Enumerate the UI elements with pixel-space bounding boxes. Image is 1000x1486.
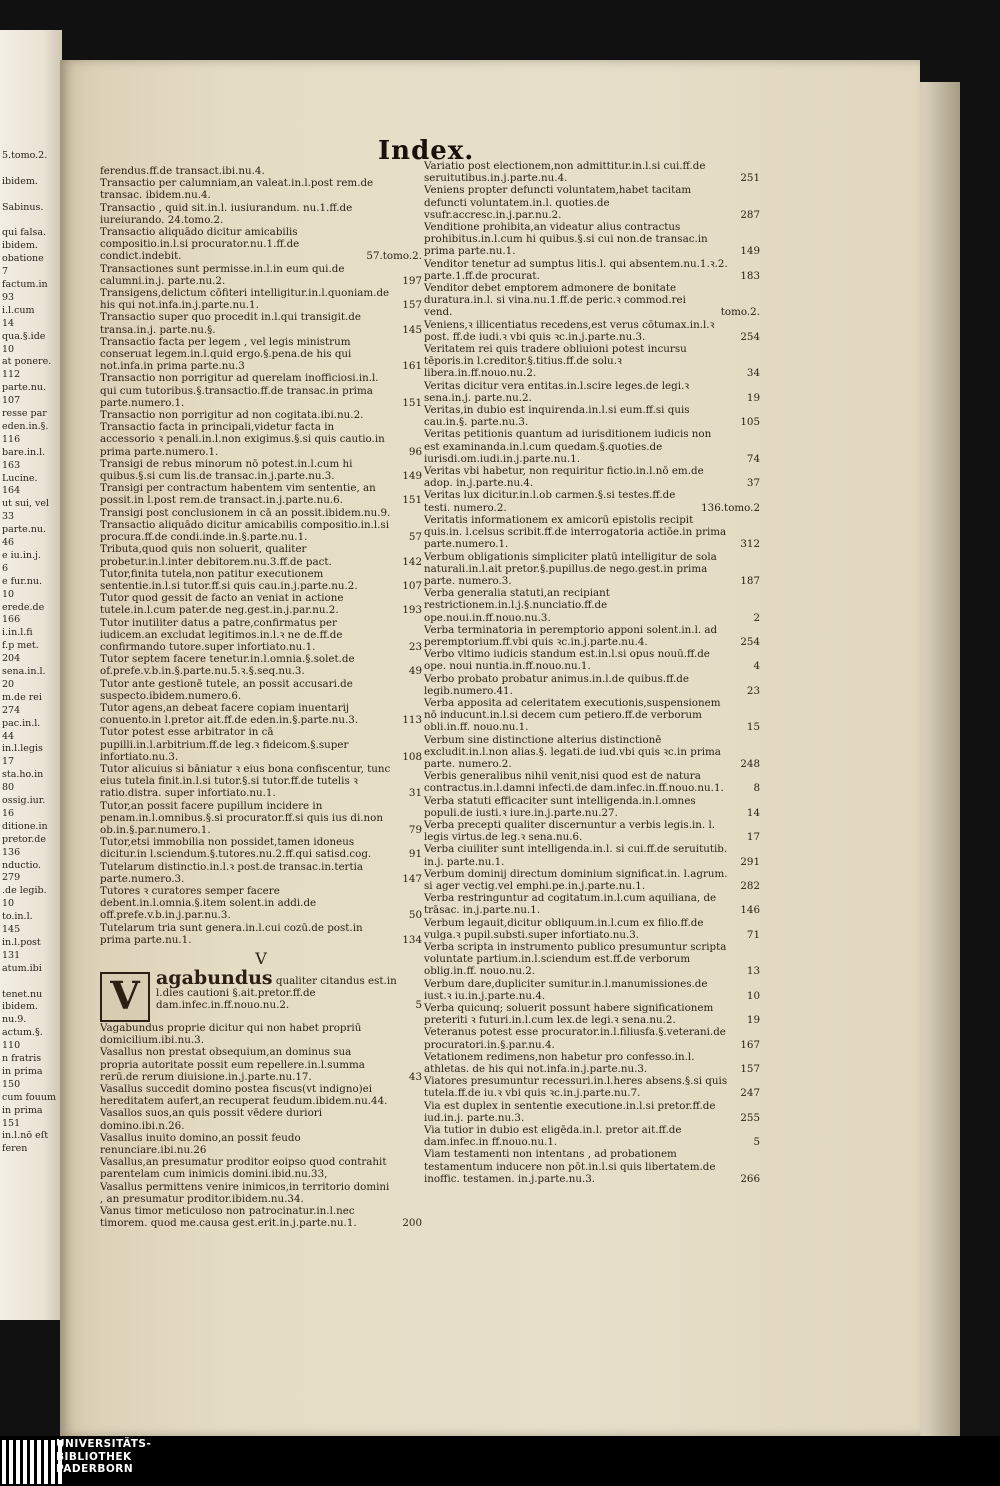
logo-line: BIBLIOTHEK bbox=[56, 1450, 132, 1463]
entry-reference-number: 17 bbox=[746, 831, 760, 844]
entry-text: Transigi post conclusionem in cā an possit.ibidem.nu.9. bbox=[100, 506, 391, 519]
entry-text: Tutelarum distinctio.in.l.ꝛ post.de transac.in.tertia parte.numero.3. bbox=[100, 860, 364, 885]
facing-left-page bbox=[0, 30, 62, 1320]
entry-reference-number: 145 bbox=[402, 323, 422, 336]
entry-reference-number: tomo.2. bbox=[720, 306, 760, 319]
entry-text: Tutor,an possit facere pupillum incidere in penam.in.l.omnibus.§.si procurator.ff.si quis ius di.non ob.in.§.par.numero.1. bbox=[100, 799, 384, 836]
entry-text: Transactiones sunt permisse.in.l.in eum qui.de calumni.in.j. parte.nu.2. bbox=[100, 262, 345, 287]
entry-reference-number: 149 bbox=[402, 470, 422, 483]
index-entry bbox=[424, 941, 760, 978]
entry-reference-number: 187 bbox=[740, 574, 760, 587]
entry-text: Tutores ꝛ curatores semper facere debent.in.l.omnia.§.item solent.in addi.de off.prefe.v.b.in.j.par.nu.3. bbox=[100, 884, 317, 922]
entry-text: Tutor inutiliter datus a patre,confirmatus per iudicem.an excludat legitimos.in.l.ꝛ ne de.ff.de confirmando tutore.super infortiato.nu.1. bbox=[100, 616, 343, 653]
entry-reference-number: 291 bbox=[740, 855, 760, 868]
index-entry bbox=[100, 885, 422, 922]
facing-page-fragment: in.l.legis bbox=[2, 743, 43, 755]
index-entry bbox=[100, 1181, 422, 1205]
facing-page-fragment: nu.9. bbox=[2, 1014, 27, 1026]
index-entry bbox=[100, 726, 422, 763]
index-entry bbox=[100, 702, 422, 726]
entry-text: Veniens,ꝛ illicentiatus recedens,est verus cōtumax.in.l.ꝛ post. ff.de iudi.ꝛ vbi quis ꝛc.in.j.parte.nu.3. bbox=[424, 318, 715, 343]
entry-text: Verba precepti qualiter discernuntur a verbis legis.in. l. legis virtus.de leg.ꝛ sena.nu.6. bbox=[424, 818, 716, 844]
entry-reference-number: 149 bbox=[740, 245, 760, 258]
facing-page-fragment: qui falsa. bbox=[2, 227, 47, 239]
facing-page-fragment: factum.in bbox=[2, 279, 48, 290]
entry-text: Veniens propter defuncti voluntatem,habet tacitam defuncti voluntatem.in.l. quoties.de vsufr.accresc.in.j.par.nu.2. bbox=[424, 184, 692, 221]
entry-text: Transactio , quid sit.in.l. iusiurandum. nu.1.ff.de iureiurando. 24.tomo.2. bbox=[100, 201, 353, 226]
entry-reference-number: 254 bbox=[740, 330, 760, 343]
index-entry bbox=[424, 489, 760, 513]
facing-page-fragment: 17 bbox=[2, 756, 15, 768]
index-entry bbox=[424, 673, 760, 697]
index-entry bbox=[100, 861, 422, 885]
entry-reference-number: 5 bbox=[753, 1136, 760, 1149]
index-entry bbox=[424, 551, 760, 588]
index-entry bbox=[424, 1026, 760, 1050]
entry-reference-number: 37 bbox=[746, 477, 760, 490]
index-entry bbox=[424, 843, 760, 867]
facing-page-fragment: 10 bbox=[2, 898, 15, 910]
entry-text: Veritatis informationem ex amicorū epistolis recipit quis.in. l.celsus scribit.ff.de interrogatoria actiōe.in prima parte.numero.1. bbox=[424, 513, 727, 551]
facing-page-fragment: 274 bbox=[2, 704, 21, 716]
index-entry bbox=[424, 221, 760, 258]
entry-reference-number: 74 bbox=[746, 452, 760, 465]
first-v-entry-text bbox=[156, 967, 422, 1012]
entry-text: Verbum dare,dupliciter sumitur.in.l.manumissiones.de iust.ꝛ iu.in.j.parte.nu.4. bbox=[424, 977, 708, 1002]
index-entry bbox=[424, 1075, 760, 1099]
entry-text: Vasallus,an presumatur proditor eoipso quod contrahit parentelam cum inimicis domini.ibid.nu.33, bbox=[100, 1156, 387, 1181]
entry-text: Transactio facta in principali,videtur facta in accessorio ꝛ penali.in.l.non exigimus.§.si quis cautio.in prima parte.numero.1. bbox=[100, 421, 385, 458]
facing-page-fragment: 44 bbox=[2, 730, 15, 742]
entry-reference-number: 146 bbox=[740, 904, 760, 917]
entry-reference-number: 23 bbox=[408, 640, 422, 653]
facing-page-fragment: bare.in.l. bbox=[2, 446, 46, 458]
entry-reference-number: 251 bbox=[740, 172, 760, 185]
facing-page-fragment: parte.nu. bbox=[2, 382, 47, 394]
index-entry bbox=[424, 1100, 760, 1124]
entry-reference-number: 200 bbox=[402, 1217, 422, 1230]
index-entry bbox=[100, 311, 422, 335]
facing-page-fragment: Lucine. bbox=[2, 472, 38, 484]
facing-page-fragment: to.in.l. bbox=[2, 911, 33, 923]
facing-page-fragment: in.l.nō eſt bbox=[2, 1130, 49, 1142]
facing-page-fragment: resse par bbox=[2, 408, 47, 419]
facing-page-fragment: in prima bbox=[2, 1104, 43, 1116]
index-entry bbox=[100, 800, 422, 837]
entry-text: Verba generalia statuti,an recipiant restrictionem.in.l.j.§.nunciatio.ff.de ope.noui.in.ff.nouo.nu.3. bbox=[424, 587, 610, 624]
entry-text: Tributa,quod quis non soluerit, qualiter probetur.in.l.inter debitorem.nu.3.ff.de pact. bbox=[100, 543, 332, 568]
entry-reference-number: 13 bbox=[746, 965, 760, 978]
index-entry bbox=[424, 819, 760, 843]
entry-text: Transactio super quo procedit in.l.qui transigit.de transa.in.j. parte.nu.§. bbox=[100, 311, 361, 336]
entry-reference-number: 8 bbox=[753, 782, 760, 795]
entry-reference-number: 108 bbox=[402, 750, 422, 763]
entry-text: Transigi de rebus minorum nō potest.in.l.cum hi quibus.§.si cum lis.de transac.in.j.parte.nu.3. bbox=[100, 457, 353, 483]
index-entry bbox=[100, 653, 422, 677]
entry-text: Verba quicunq; soluerit possunt habere significationem preteriti ꝛ futuri.in.l.cum lex.de legi.ꝛ sena.nu.2. bbox=[424, 1002, 714, 1027]
letter-section-heading: V bbox=[255, 949, 267, 968]
entry-text: Tutelarum tria sunt genera.in.l.cui cozū.de post.in prima parte.nu.1. bbox=[100, 921, 363, 946]
facing-page-fragment: in prima bbox=[2, 1065, 43, 1077]
facing-page-fragment: 46 bbox=[2, 537, 15, 548]
index-entry bbox=[100, 202, 422, 226]
index-entry bbox=[424, 1002, 760, 1026]
entry-reference-number: 266 bbox=[740, 1172, 760, 1185]
facing-page-fragment: 136 bbox=[2, 846, 21, 858]
entry-text: Veritas,in dubio est inquirenda.in.l.si eum.ff.si quis cau.in.§. parte.nu.3. bbox=[424, 404, 690, 429]
facing-page-fragment: parte.nu. bbox=[2, 524, 47, 536]
first-v-rest: qualiter citandus est.in l.dies cautioni §.ait.pretor.ff.de dam.infec.in.ff.nouo.nu.2. bbox=[156, 975, 397, 1012]
index-entry bbox=[424, 1051, 760, 1075]
facing-page-fragment: 116 bbox=[2, 433, 21, 445]
entry-reference-number: 4 bbox=[753, 660, 760, 673]
entry-text: Tutor,finita tutela,non patitur executionem sententie.in.l.si tutor.ff.si quis cau.in.j.parte.nu.2. bbox=[100, 567, 358, 592]
entry-reference-number: 151 bbox=[402, 494, 422, 507]
index-entry bbox=[424, 514, 760, 551]
entry-text: Vasallus permittens venire inimicos,in territorio domini , an presumatur proditor.ibidem.nu.34. bbox=[100, 1180, 390, 1205]
entry-text: Transactio non porrigitur ad querelam inofficiosi.in.l. qui cum tutoribus.§.transactio.ff.de transac.in prima parte.numero.1. bbox=[100, 372, 379, 409]
entry-text: Verba ciuiliter sunt intelligenda.in.l. si cui.ff.de seruitutib. in.j. parte.nu.1. bbox=[424, 843, 728, 868]
facing-page-fragment: i.l.cum bbox=[2, 304, 35, 316]
entry-text: Via est duplex in sententie executione.in.l.si pretor.ff.de iud.in.j. parte.nu.3. bbox=[424, 1099, 716, 1124]
facing-page-fragment: cum fouum bbox=[2, 1091, 56, 1103]
entry-text: Veritas vbi habetur, non requiritur fictio.in.l.nō em.de adop. in.j.parte.nu.4. bbox=[424, 465, 704, 490]
index-entry bbox=[424, 319, 760, 343]
entry-reference-number: 23 bbox=[746, 684, 760, 697]
entry-reference-number: 19 bbox=[746, 1014, 760, 1027]
page-title: Index. bbox=[378, 136, 475, 166]
entry-reference-number: 49 bbox=[408, 665, 422, 678]
facing-page-fragment: m.de rei bbox=[2, 691, 42, 703]
index-entry bbox=[100, 922, 422, 946]
entry-text: Vagabundus proprie dicitur qui non habet propriū domicilium.ibi.nu.3. bbox=[100, 1022, 362, 1047]
entry-reference-number: 147 bbox=[402, 872, 422, 885]
index-entry bbox=[424, 404, 760, 428]
index-entry bbox=[100, 1046, 422, 1083]
facing-page-fragment: qua.§.ide bbox=[2, 330, 46, 342]
entry-text: Verbum sine distinctione alterius distinctionē excludit.in.l.non alias.§. legati.de iud.vbi quis ꝛc.in prima parte. numero.2. bbox=[424, 733, 721, 770]
entry-text: Tutor potest esse arbitrator in cā pupilli.in.l.arbitrium.ff.de leg.ꝛ fideicom.§.super infortiato.nu.3. bbox=[100, 726, 349, 763]
facing-page-fragment: 110 bbox=[2, 1040, 21, 1052]
entry-reference-number: 312 bbox=[740, 538, 760, 551]
entry-reference-number: 91 bbox=[408, 848, 422, 861]
facing-page-fragment: 14 bbox=[2, 317, 15, 329]
entry-text: Transigi per contractum habentem vim sententie, an possit.in l.post rem.de transact.in.j.parte.nu.6. bbox=[100, 482, 376, 507]
entry-reference-number: 183 bbox=[740, 269, 760, 282]
entry-reference-number: 43 bbox=[408, 1070, 422, 1083]
entry-text: Tutor,etsi immobilia non possidet,tamen idoneus dicitur.in l.sciendum.§.tutores.nu.2.ff.qui satisd.cog. bbox=[100, 836, 372, 861]
entry-text: Vasallus non prestat obsequium,an dominus sua propria autoritate possit eum repellere.in.l.summa rerū.de rerum diuisione.in.j.parte.nu.17. bbox=[100, 1046, 365, 1083]
index-entry bbox=[100, 1156, 422, 1180]
facing-page-fragment: actum.§. bbox=[2, 1027, 43, 1039]
entry-text: Verbum dominij directum dominium significat.in. l.agrum. si ager vectig.vel emphi.pe.in.j.parte.nu.1. bbox=[424, 867, 728, 892]
entry-reference-number: 5 bbox=[415, 999, 422, 1012]
entry-reference-number: 151 bbox=[402, 396, 422, 409]
facing-page-fragment: 151 bbox=[2, 1117, 21, 1129]
index-entry bbox=[424, 795, 760, 819]
facing-page-fragment: 131 bbox=[2, 949, 21, 961]
facing-page-fragment: 6 bbox=[2, 562, 9, 574]
entry-text: Verbum obligationis simpliciter platū intelligitur de sola naturali.in.l.ait pretor.§.pupillus.de nego.gest.in prima parte. numero.3. bbox=[424, 550, 717, 587]
entry-reference-number: 254 bbox=[740, 635, 760, 648]
entry-text: Via tutior in dubio est eligēda.in.l. pretor ait.ff.de dam.infec.in ff.nouo.nu.1. bbox=[424, 1124, 682, 1149]
index-entry bbox=[424, 343, 760, 380]
index-entry bbox=[424, 160, 760, 184]
facing-page-fragment: ut sui, vel bbox=[2, 498, 50, 510]
entry-text: Venditione prohibita,an videatur alius contractus prohibitus.in.l.cum hi quibus.§.si cui non.de transac.in prima parte.nu.1. bbox=[424, 221, 708, 258]
index-entry bbox=[100, 458, 422, 482]
facing-page-fragment: 10 bbox=[2, 343, 15, 355]
entry-text: Tutor alicuius si bāniatur ꝛ eius bona confiscentur, tunc eius tutela finit.in.l.si tutor.§.si tutor.ff.de tutelis ꝛ ratio.distra. super infortiato.nu.1. bbox=[100, 762, 391, 800]
facing-page-fragment: tenet.nu bbox=[2, 988, 43, 1000]
index-entry bbox=[424, 734, 760, 771]
facing-page-fragment: 145 bbox=[2, 924, 21, 935]
facing-page-fragment: f.p met. bbox=[2, 640, 39, 652]
entry-text: Viatores presumuntur recessuri.in.l.heres absens.§.si quis tutela.ff.de iu.ꝛ vbi quis ꝛc.in.j.parte.nu.7. bbox=[424, 1075, 728, 1100]
entry-text: Transigens,delictum cōfiteri intelligitur.in.l.quoniam.de his qui not.infa.in.j.parte.nu.1. bbox=[100, 287, 390, 312]
index-entry bbox=[424, 282, 760, 319]
index-entry bbox=[100, 372, 422, 409]
entry-reference-number: 142 bbox=[402, 555, 422, 568]
facing-page-fragment: sta.ho.in bbox=[2, 769, 44, 781]
index-entry bbox=[100, 543, 422, 567]
facing-page-fragment: .de legib. bbox=[2, 885, 47, 897]
index-entry bbox=[424, 1124, 760, 1148]
first-v-entry bbox=[100, 967, 422, 1022]
facing-page-fragment: 279 bbox=[2, 872, 21, 884]
entry-reference-number: 197 bbox=[402, 274, 422, 287]
index-entry bbox=[100, 836, 422, 860]
facing-page-fragment: 10 bbox=[2, 588, 15, 600]
entry-reference-number: 113 bbox=[402, 714, 422, 727]
entry-text: Venditor tenetur ad sumptus litis.l. qui absentem.nu.1.ꝛ.2. parte.1.ff.de procurat. bbox=[424, 257, 728, 282]
index-entry bbox=[100, 763, 422, 800]
entry-reference-number: 57.tomo.2. bbox=[366, 250, 422, 263]
entry-text: Veritas petitionis quantum ad iurisditionem iudicis non est examinanda.in.l.cum quedam.§.quoties.de iurisdi.om.iudi.in.j.parte.nu.1. bbox=[424, 428, 712, 465]
entry-reference-number: 157 bbox=[740, 1063, 760, 1076]
facing-page-fragment: eden.in.§. bbox=[2, 420, 49, 432]
index-entry bbox=[100, 678, 422, 702]
entry-text: Vasallus inuito domino,an possit feudo renunciare.ibi.nu.26 bbox=[100, 1131, 301, 1157]
entry-text: Tutor quod gessit de facto an veniat in actione tutele.in.l.cum pater.de neg.gest.in.j.par.nu.2. bbox=[100, 592, 344, 617]
entry-text: Tutor septem facere tenetur.in.l.omnia.§.solet.de of.prefe.v.b.in.§.parte.nu.5.ꝛ.§.seq.nu.3. bbox=[100, 653, 355, 678]
index-entry bbox=[424, 917, 760, 941]
index-entry bbox=[100, 409, 422, 421]
index-entry bbox=[100, 507, 422, 519]
facing-page-fragment: in.l.post bbox=[2, 936, 41, 948]
facing-page-fragment: at ponere. bbox=[2, 356, 52, 368]
entry-reference-number: 57 bbox=[408, 531, 422, 544]
entry-reference-number: 31 bbox=[408, 787, 422, 800]
entry-reference-number: 161 bbox=[402, 360, 422, 373]
entry-text: Verba statuti efficaciter sunt intelligenda.in.l.omnes populi.de iusti.ꝛ iure.in.j.parte.nu.27. bbox=[424, 794, 696, 819]
entry-text: Transactio aliquādo dicitur amicabilis compositio.in.l.si procura.ff.de condi.inde.in.§.parte.nu.1. bbox=[100, 518, 390, 544]
facing-page-fragment: 164 bbox=[2, 485, 21, 497]
entry-reference-number: 50 bbox=[408, 909, 422, 922]
facing-page-fragment: ditione.in bbox=[2, 820, 48, 832]
index-entry bbox=[100, 1083, 422, 1107]
facing-page-fragment: atum.ibi bbox=[2, 962, 42, 974]
entry-reference-number: 15 bbox=[746, 721, 760, 734]
index-entry bbox=[424, 1148, 760, 1185]
entry-reference-number: 157 bbox=[402, 299, 422, 312]
index-column-right bbox=[424, 160, 760, 1185]
facing-page-fragment: Sabinus. bbox=[2, 201, 44, 213]
index-entry bbox=[100, 263, 422, 287]
decorated-initial-v: V bbox=[100, 972, 150, 1022]
index-entry bbox=[100, 568, 422, 592]
index-entry bbox=[100, 1107, 422, 1131]
facing-page-fragment: feren bbox=[2, 1143, 28, 1155]
index-entry bbox=[100, 519, 422, 543]
index-entry bbox=[424, 978, 760, 1002]
facing-page-fragment: pretor.de bbox=[2, 833, 47, 845]
facing-page-fragment: obatione bbox=[2, 253, 44, 265]
entry-text: Verba restringuntur ad cogitatum.in.l.cum aquiliana, de trāsac. in.j.parte.nu.1. bbox=[424, 892, 717, 917]
entry-reference-number: 287 bbox=[740, 208, 760, 221]
index-entry bbox=[100, 1132, 422, 1156]
index-entry bbox=[424, 380, 760, 404]
entry-reference-number: 105 bbox=[740, 416, 760, 429]
facing-page-fragment: 112 bbox=[2, 369, 21, 381]
facing-page-fragment: 5.tomo.2. bbox=[2, 150, 48, 161]
facing-page-fragment: i.in.l.fi bbox=[2, 627, 33, 639]
index-entry bbox=[424, 892, 760, 916]
entry-reference-number: 193 bbox=[402, 604, 422, 617]
facing-page-fragment: ibidem. bbox=[2, 175, 38, 187]
index-entry bbox=[100, 1022, 422, 1046]
facing-page-fragment: 20 bbox=[2, 678, 15, 690]
index-entry bbox=[100, 165, 422, 177]
entry-text: Transactio aliquādo dicitur amicabilis compositio.in.l.si procurator.nu.1.ff.de condict.indebit. bbox=[100, 226, 300, 263]
index-entry bbox=[424, 465, 760, 489]
facing-page-fragment: nductio. bbox=[2, 859, 42, 871]
library-logo-icon bbox=[2, 1440, 62, 1484]
facing-page-fragment: 16 bbox=[2, 807, 15, 819]
entry-reference-number: 2 bbox=[753, 611, 760, 624]
entry-text: Tutor agens,an debeat facere copiam inuentarij conuento.in l.pretor ait.ff.de eden.in.§.parte.nu.3. bbox=[100, 701, 359, 727]
entry-text: Verbo probato probatur animus.in.l.de quibus.ff.de legib.numero.41. bbox=[424, 672, 689, 697]
entry-text: Verba terminatoria in peremptorio apponi solent.in.l. ad peremptorium.ff.vbi quis ꝛc.in.j.parte.nu.4. bbox=[424, 623, 718, 648]
index-entry bbox=[424, 258, 760, 282]
logo-line: UNIVERSITÄTS- bbox=[56, 1438, 152, 1450]
entry-reference-number: 14 bbox=[746, 806, 760, 819]
facing-page-fragment: 7 bbox=[2, 266, 9, 278]
entry-text: Verbis generalibus nihil venit,nisi quod est de natura contractus.in.l.damni infecti.de dam.infec.in.ff.nouo.nu.1. bbox=[424, 770, 724, 795]
entry-text: Veritas dicitur vera entitas.in.l.scire leges.de legi.ꝛ sena.in.j. parte.nu.2. bbox=[424, 379, 690, 404]
entry-text: Veritas lux dicitur.in.l.ob carmen.§.si testes.ff.de testi. numero.2. bbox=[424, 489, 676, 514]
library-logo-text bbox=[56, 1438, 151, 1476]
index-entry bbox=[424, 587, 760, 624]
facing-page-fragment: 107 bbox=[2, 395, 21, 407]
facing-page-fragment: 80 bbox=[2, 782, 15, 794]
index-entry bbox=[424, 697, 760, 734]
entry-reference-number: 136.tomo.2 bbox=[701, 501, 760, 514]
entry-text: Verba scripta in instrumento publico presumuntur scripta voluntate partium.in.l.sciendum est.ff.de verborum oblig.in.ff. nouo.nu.2. bbox=[424, 941, 727, 978]
facing-page-fragment: 150 bbox=[2, 1078, 21, 1090]
facing-page-fragment: 33 bbox=[2, 511, 15, 523]
entry-text: Variatio post electionem,non admittitur.in.l.si cui.ff.de seruitutibus.in.j.parte.nu.4. bbox=[424, 160, 706, 185]
entry-text: Vasallos suos,an quis possit vēdere duriori domino.ibi.n.26. bbox=[100, 1107, 322, 1132]
facing-page-fragment: sena.in.l. bbox=[2, 666, 46, 677]
entry-text: Vanus timor meticuloso non patrocinatur.in.l.nec timorem. quod me.causa gest.erit.in.j.parte.nu.1. bbox=[100, 1205, 357, 1230]
index-entry bbox=[424, 770, 760, 794]
facing-page-fragment: e fur.nu. bbox=[2, 575, 43, 587]
index-entry bbox=[100, 177, 422, 201]
entry-reference-number: 248 bbox=[740, 757, 760, 770]
entry-reference-number: 167 bbox=[740, 1038, 760, 1051]
entry-reference-number: 96 bbox=[408, 445, 422, 458]
entry-reference-number: 107 bbox=[402, 579, 422, 592]
index-entry bbox=[100, 617, 422, 654]
index-entry bbox=[100, 226, 422, 263]
facing-page-fragment: 204 bbox=[2, 653, 21, 665]
index-entry bbox=[100, 336, 422, 373]
entry-reference-number: 71 bbox=[746, 928, 760, 941]
entry-text: Transactio facta per legem , vel legis ministrum conseruat legem.in.l.quid ergo.§.pena.de his qui not.infa.in prima parte.nu.3 bbox=[100, 335, 352, 373]
facing-page-fragment: 163 bbox=[2, 459, 21, 471]
index-entry bbox=[424, 648, 760, 672]
entry-text: Veteranus potest esse procurator.in.l.filiusfa.§.veterani.de procuratori.in.§.par.nu.4. bbox=[424, 1026, 726, 1051]
logo-line: PADERBORN bbox=[56, 1463, 134, 1475]
index-entry bbox=[424, 624, 760, 648]
entry-reference-number: 19 bbox=[746, 391, 760, 404]
entry-reference-number: 79 bbox=[408, 823, 422, 836]
entry-reference-number: 134 bbox=[402, 933, 422, 946]
entry-text: Vetationem redimens,non habetur pro confesso.in.l. athletas. de his qui not.infa.in.j.parte.nu.3. bbox=[424, 1050, 695, 1076]
facing-page-fragment: 93 bbox=[2, 291, 15, 303]
facing-page-fragment: ibidem. bbox=[2, 1001, 38, 1013]
index-entry bbox=[100, 592, 422, 616]
entry-text: Venditor debet emptorem admonere de bonitate duratura.in.l. si vina.nu.1.ff.de peric.ꝛ commod.rei vend. bbox=[424, 282, 686, 319]
facing-page-fragment: ossig.iur. bbox=[2, 795, 46, 806]
facing-page-fragment: e iu.in.j. bbox=[2, 549, 41, 561]
index-entry bbox=[424, 428, 760, 465]
index-entry bbox=[424, 184, 760, 221]
index-entry bbox=[100, 482, 422, 506]
entry-text: Tutor ante gestionē tutele, an possit accusari.de suspecto.ibidem.numero.6. bbox=[100, 677, 353, 702]
entry-text: Transactio per calumniam,an valeat.in.l.post rem.de transac. ibidem.nu.4. bbox=[100, 177, 374, 202]
entry-text: Vasallus succedit domino postea fiscus(vt indigno)ei hereditatem aufert,an recuperat feudum.ibidem.nu.44. bbox=[100, 1083, 388, 1108]
facing-page-fragment: n fratris bbox=[2, 1053, 42, 1064]
facing-page-fragment: 166 bbox=[2, 614, 21, 626]
entry-text: Verba apposita ad celeritatem executionis,suspensionem nō inducunt.in.l.si decem cum petiero.ff.de verborum obli.in.ff. nouo.nu.1. bbox=[424, 696, 721, 734]
entry-reference-number: 255 bbox=[740, 1111, 760, 1124]
entry-text: Verbo vltimo iudicis standum est.in.l.si opus nouū.ff.de ope. noui nuntia.in.ff.nouo.nu.1. bbox=[424, 648, 710, 673]
facing-page-fragment: erede.de bbox=[2, 601, 45, 613]
entry-text: Veritatem rei quis tradere obliuioni potest incursu tēporis.in l.creditor.§.titius.ff.de solu.ꝛ libera.in.ff.nouo.nu.2. bbox=[424, 343, 687, 380]
entry-text: ferendus.ff.de transact.ibi.nu.4. bbox=[100, 165, 265, 177]
entry-text: Viam testamenti non intentans , ad probationem testamentum inducere non pōt.in.l.si quis libertatem.de inoffic. testamen. in.j.parte.nu.3. bbox=[424, 1148, 716, 1185]
entry-text: Verbum legauit,dicitur obliquum.in.l.cum ex filio.ff.de vulga.ꝛ pupil.substi.super infortiato.nu.3. bbox=[424, 916, 704, 941]
entry-reference-number: 10 bbox=[746, 989, 760, 1002]
entry-reference-number: 247 bbox=[740, 1087, 760, 1100]
index-entry bbox=[100, 1205, 422, 1229]
entry-reference-number: 34 bbox=[746, 367, 760, 380]
index-entry bbox=[100, 421, 422, 458]
facing-page-fragment: pac.in.l. bbox=[2, 717, 41, 729]
entry-text: Transactio non porrigitur ad non cogitata.ibi.nu.2. bbox=[100, 409, 364, 422]
index-entry bbox=[100, 287, 422, 311]
index-column-left bbox=[100, 165, 422, 1229]
first-v-word: agabundus bbox=[156, 967, 273, 989]
index-entry bbox=[424, 868, 760, 892]
entry-reference-number: 282 bbox=[740, 879, 760, 892]
facing-page-fragment: ibidem. bbox=[2, 240, 38, 252]
